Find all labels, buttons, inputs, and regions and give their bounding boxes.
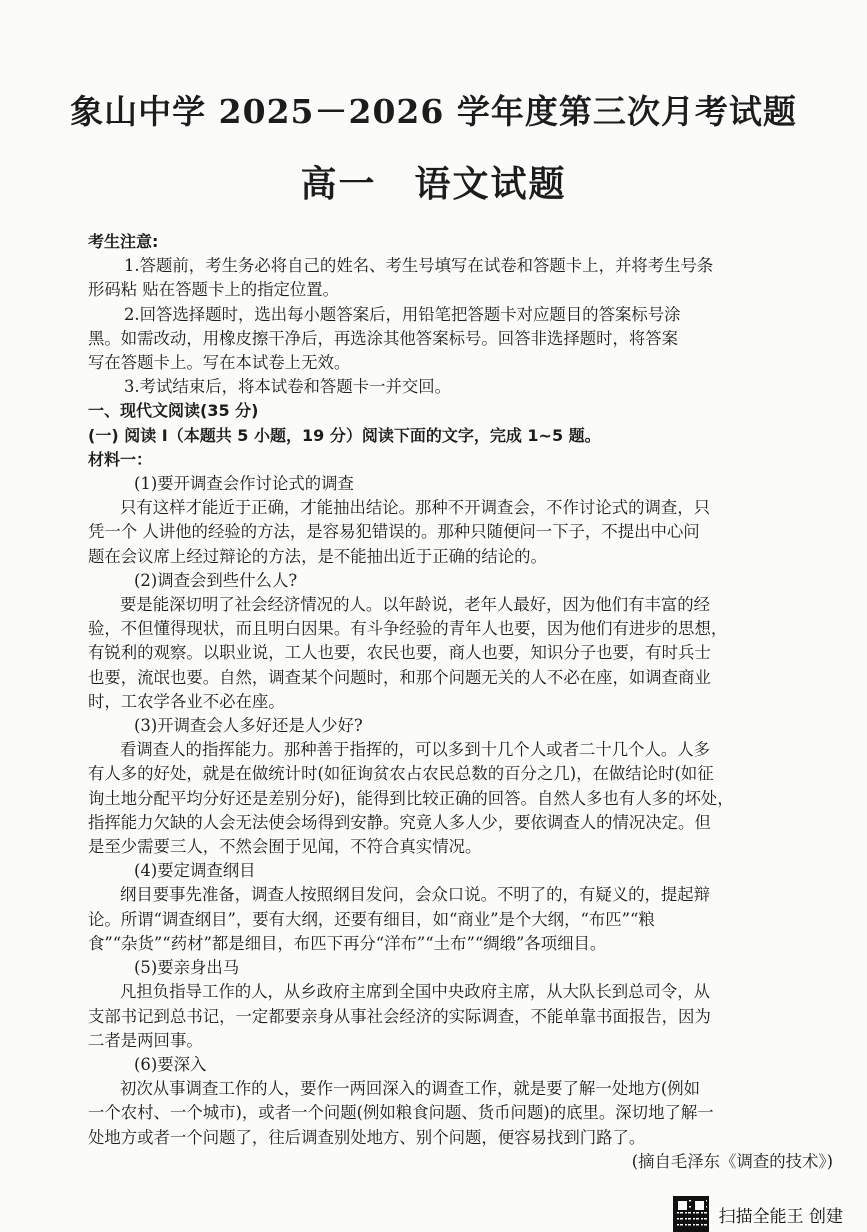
- material-subheading: (4)要定调查纲目: [134, 861, 256, 881]
- material-subheading: (3)开调查会人多好还是人少好?: [134, 716, 363, 736]
- material-line: 支部书记到总书记，一定都要亲身从事社会经济的实际调查，不能单靠书面报告，因为: [88, 1006, 711, 1026]
- notice-line: 黑。如需改动，用橡皮擦干净后，再选涂其他答案标号。回答非选择题时，将答案: [88, 328, 679, 348]
- material-line: 要是能深切明了社会经济情况的人。以年龄说，老年人最好，因为他们有丰富的经: [120, 595, 711, 615]
- material-line: 有锐利的观察。以职业说，工人也要，农民也要，商人也要，知识分子也要，有时兵士: [88, 643, 711, 663]
- material-line: 只有这样才能近于正确，才能抽出结论。那种不开调查会，不作讨论式的调查，只: [120, 498, 711, 518]
- material-line: 凡担负指导工作的人，从乡政府主席到全国中央政府主席，从大队长到总司令，从: [120, 982, 711, 1002]
- material-line: 论。所谓“调查纲目”，要有大纲，还要有细目，如“商业”是个大纲，“布匹”“粮: [88, 909, 655, 929]
- exam-body: [88, 230, 833, 1174]
- material-line: 验，不但懂得现状，而且明白因果。有斗争经验的青年人也要，因为他们有进步的思想，: [88, 619, 728, 639]
- material-line: 凭一个 人讲他的经验的方法，是容易犯错误的。那种只随便问一下子，不提出中心问: [88, 522, 700, 542]
- source-citation: (摘自毛泽东《调查的技术》): [631, 1151, 833, 1171]
- material-line: 食”“杂货”“药材”都是细目，布匹下再分“洋布”“土布”“绸缎”各项细目。: [88, 933, 607, 953]
- material-label: 材料一：: [88, 449, 153, 469]
- material-line: 看调查人的指挥能力。那种善于指挥的，可以多到十几个人或者二十几个人。人多: [120, 740, 711, 760]
- material-subheading: (6)要深入: [134, 1054, 207, 1074]
- material-subheading: (5)要亲身出马: [134, 958, 240, 978]
- material-line: 题在会议席上经过辩论的方法，是不能抽出近于正确的结论的。: [88, 546, 547, 566]
- material-line: 指挥能力欠缺的人会无法使会场得到安静。究竟人多人少，要依调查人的情况决定。但: [88, 812, 711, 832]
- material-line: 一个农村、一个城市)，或者一个问题(例如粮食问题、货币问题)的底里。深切地了解一: [88, 1103, 714, 1123]
- scanner-watermark: [673, 1196, 843, 1232]
- notice-line: 写在答题卡上。写在本试卷上无效。: [88, 353, 351, 373]
- material-line: 二者是两回事。: [88, 1030, 203, 1050]
- material-subheading: (2)调查会到些什么人?: [134, 570, 298, 590]
- exam-subtitle: 高一 语文试题: [300, 163, 567, 205]
- material-text: [88, 472, 833, 1150]
- notice-line: 2.回答选择题时，选出每小题答案后，用铅笔把答题卡对应题目的答案标号涂: [124, 304, 681, 324]
- part-heading: (一) 阅读 I（本题共 5 小题，19 分）阅读下面的文字，完成 1~5 题。: [88, 425, 601, 445]
- material-line: 纲目要事先准备，调查人按照纲目发问，会众口说。不明了的，有疑义的，提起辩: [120, 885, 711, 905]
- watermark-text: 扫描全能王 创建: [718, 1206, 843, 1227]
- material-line: 是至少需要三人，不然会囿于见闻，不符合真实情况。: [88, 837, 482, 857]
- qr-code-icon: [673, 1196, 709, 1232]
- material-line: 也要，流氓也要。自然，调查某个问题时，和那个问题无关的人不必在座，如调查商业: [88, 667, 711, 687]
- material-line: 询土地分配平均分好还是差别分好)，能得到比较正确的回答。自然人多也有人多的坏处，: [88, 788, 734, 808]
- notice-line: 3.考试结束后，将本试卷和答题卡一并交回。: [124, 377, 452, 397]
- notice-line: 1.答题前，考生务必将自己的姓名、考生号填写在试卷和答题卡上，并将考生号条: [124, 256, 714, 276]
- material-subheading: (1)要开调查会作讨论式的调查: [134, 474, 354, 494]
- material-line: 初次从事调查工作的人，要作一两回深入的调查工作，就是要了解一处地方(例如: [120, 1079, 701, 1099]
- exam-title: 象山中学 2025－2026 学年度第三次月考试题: [70, 92, 797, 131]
- material-line: 处地方或者一个问题了，往后调查别处地方、别个问题，便容易找到门路了。: [88, 1127, 646, 1147]
- material-line: 时，工农学各业不必在座。: [88, 691, 285, 711]
- section-heading: 一、现代文阅读(35 分): [88, 401, 259, 421]
- notice-heading: 考生注意:: [88, 232, 159, 251]
- material-line: 有人多的好处，就是在做统计时(如征询贫农占农民总数的百分之几)，在做结论时(如征: [88, 764, 714, 784]
- notice-line: 形码粘 贴在答题卡上的指定位置。: [88, 280, 340, 300]
